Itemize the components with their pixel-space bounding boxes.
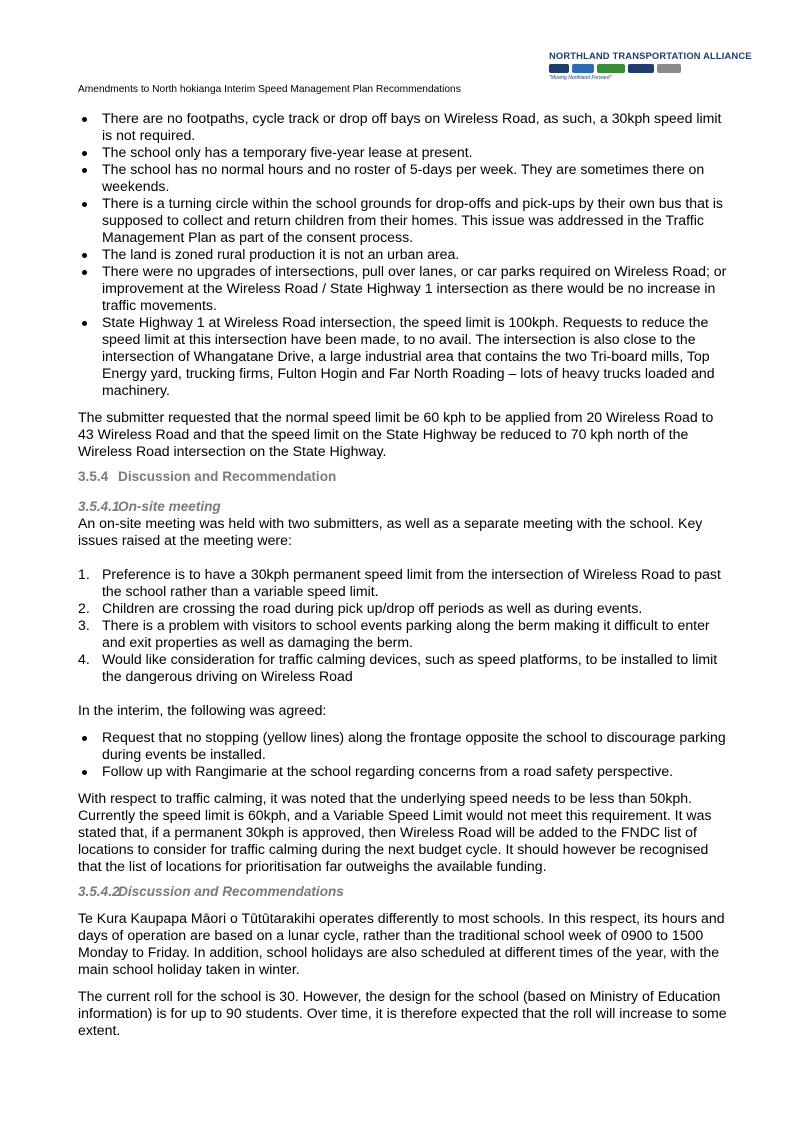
item-number: 3.	[78, 617, 90, 633]
item-text: Children are crossing the road during pick up/drop off periods as well as during events.	[102, 600, 643, 616]
list-item: There are no footpaths, cycle track or drop off bays on Wireless Road, as such, a 30kph speed limit is not required.	[78, 110, 730, 144]
section-number: 3.5.4	[78, 469, 109, 484]
list-item: Request that no stopping (yellow lines) along the frontage opposite the school to discourage parking during events be installed.	[78, 729, 730, 763]
section-heading-3-5-4-2	[78, 883, 730, 900]
section-heading-3-5-4	[78, 468, 730, 485]
northland-transportation-alliance-logo	[549, 50, 752, 86]
interim-agreement-paragraph: In the interim, the following was agreed:	[78, 702, 327, 718]
list-item: State Highway 1 at Wireless Road intersection, the speed limit is 100kph. Requests to reduce the speed limit at this intersection have been made, to no avail. The intersection is also close to the intersection of Whangatane Drive, a large industrial area that contains the two Tri-board mills, Top Energy yard, trucking firms, Fulton Hogin and Far North Roading – lots of heavy trucks loaded and machinery.	[78, 314, 730, 399]
running-header: Amendments to North hokianga Interim Speed Management Plan Recommendations	[78, 84, 461, 95]
list-item: There were no upgrades of intersections, pull over lanes, or car parks required on Wireless Road; or improvement at the Wireless Road / State Highway 1 intersection as there would be no increase in traffic movements.	[78, 263, 730, 314]
section-title: Discussion and Recommendation	[118, 469, 337, 484]
fndc-logo-icon	[549, 64, 569, 73]
partner-logos	[549, 63, 721, 74]
item-number: 2.	[78, 600, 90, 616]
list-item: The land is zoned rural production it is not an urban area.	[78, 246, 730, 263]
onsite-meeting-paragraph: An on-site meeting was held with two submitters, as well as a separate meeting with the school. Key issues raised at the meeting were:	[78, 515, 703, 548]
document-body	[78, 110, 730, 1039]
item-number: 4.	[78, 651, 90, 667]
list-item: The school has no normal hours and no roster of 5-days per week. They are sometimes there on weekends.	[78, 161, 730, 195]
logo-title: NORTHLAND TRANSPORTATION ALLIANCE	[549, 50, 752, 61]
list-item: There is a turning circle within the school grounds for drop-offs and pick-ups by their own bus that is supposed to collect and return children from their homes. This issue was addressed in the Traffic Management Plan as part of the consent process.	[78, 195, 730, 246]
kaipara-logo-icon	[572, 64, 594, 73]
section-title: Discussion and Recommendations	[118, 884, 344, 899]
item-text: There is a problem with visitors to school events parking along the berm making it difficult to enter and exit properties as well as damaging the berm.	[102, 617, 710, 650]
section-title: On-site meeting	[118, 499, 221, 514]
kura-operation-paragraph: Te Kura Kaupapa Māori o Tūtūtarakihi operates differently to most schools. In this respect, its hours and days of operation are based on a lunar cycle, rather than the traditional school week of 0900 to 1500 Monday to Friday. In addition, school holidays are also scheduled at different times of the year, with the main school holiday taken in winter.	[78, 910, 725, 977]
list-item	[78, 651, 730, 685]
item-text: Would like consideration for traffic calming devices, such as speed platforms, to be installed to limit the dangerous driving on Wireless Road	[102, 651, 718, 684]
submitter-request-paragraph: The submitter requested that the normal speed limit be 60 kph to be applied from 20 Wireless Road to 43 Wireless Road and that the speed limit on the State Highway be reduced to 70 kph north of the Wireless Road intersection on the State Highway.	[78, 409, 714, 459]
list-item	[78, 600, 730, 617]
list-item: The school only has a temporary five-year lease at present.	[78, 144, 730, 161]
list-item	[78, 566, 730, 600]
traffic-calming-paragraph: With respect to traffic calming, it was noted that the underlying speed needs to be less than 50kph. Currently the speed limit is 60kph, and a Variable Speed Limit would not meet this requirement. It was stated that, if a permanent 30kph is approved, then Wireless Road will be added to the FNDC list of locations to consider for traffic calming during the next budget cycle. It should however be recognised that the list of locations for prioritisation far outweighs the available funding.	[78, 790, 712, 874]
submission-points-list	[78, 110, 730, 399]
agreed-actions-list	[78, 729, 730, 780]
key-issues-list	[78, 566, 730, 685]
section-number: 3.5.4.2	[78, 884, 120, 899]
section-number: 3.5.4.1	[78, 499, 120, 514]
item-text: Preference is to have a 30kph permanent speed limit from the intersection of Wireless Road to past the school rather than a variable speed limit.	[102, 566, 721, 599]
list-item: Follow up with Rangimarie at the school regarding concerns from a road safety perspective.	[78, 763, 730, 780]
list-item	[78, 617, 730, 651]
item-number: 1.	[78, 566, 90, 582]
northland-council-logo-icon	[628, 64, 654, 73]
whangarei-logo-icon	[597, 64, 625, 73]
section-heading-3-5-4-1	[78, 498, 730, 515]
logo-tagline: "Moving Northland Forward"	[549, 75, 612, 81]
nzta-logo-icon	[657, 64, 681, 73]
school-roll-paragraph: The current roll for the school is 30. However, the design for the school (based on Ministry of Education information) is for up to 90 students. Over time, it is therefore expected that the roll will increase to some extent.	[78, 988, 727, 1038]
